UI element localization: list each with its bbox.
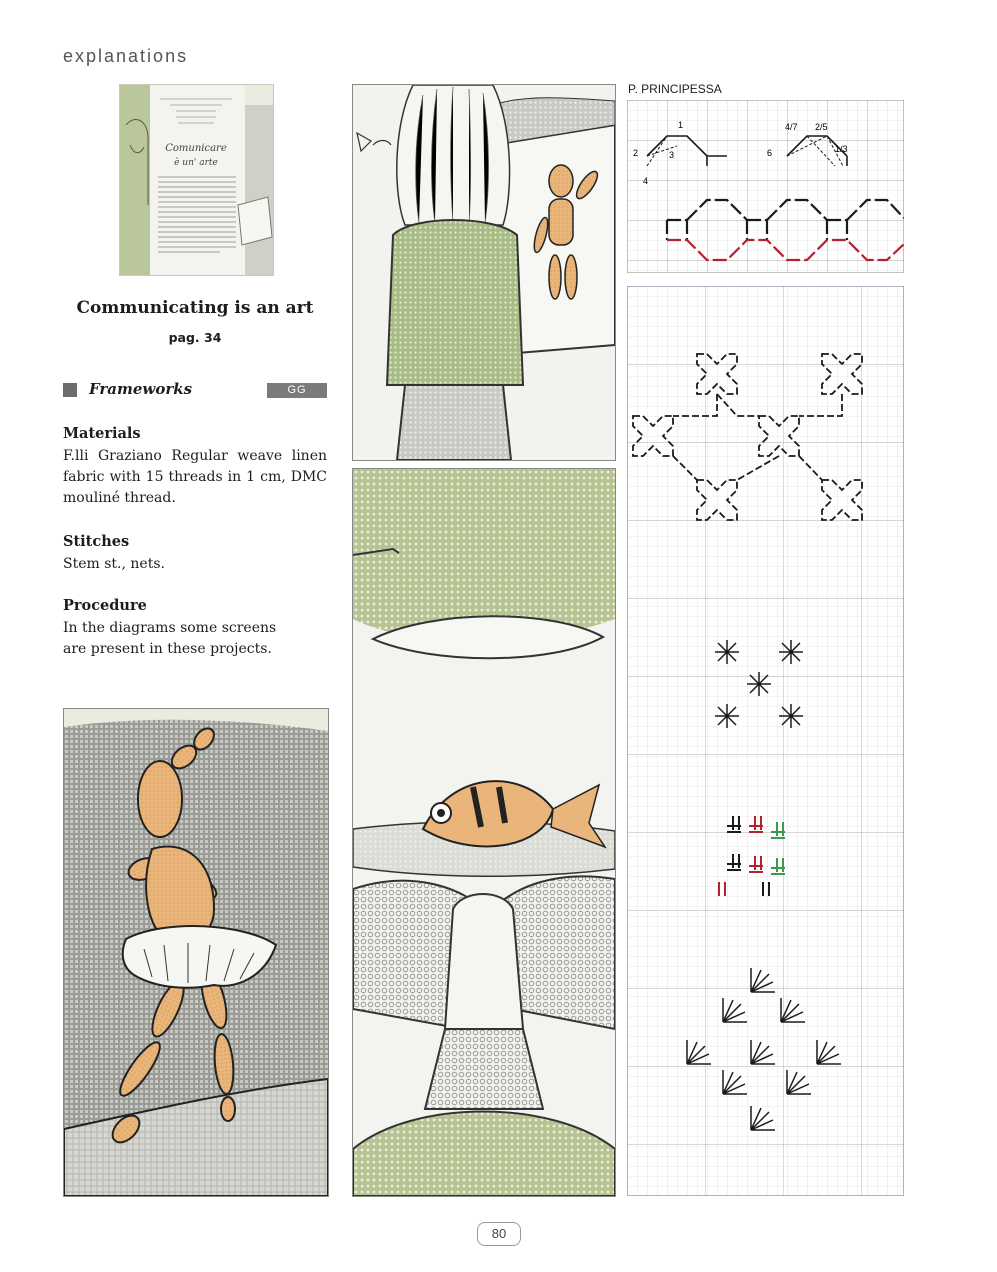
diagram-step-label: 6 [767, 148, 773, 158]
project-cover-thumbnail [119, 84, 274, 276]
diagram-principessa [627, 100, 904, 273]
materials-text: F.lli Graziano Regular weave linen fabric with 15 threads in 1 cm, DMC mouliné thread. [63, 448, 327, 506]
diagram-step-label: 1 [678, 120, 684, 130]
cover-heading: Comunicare [165, 143, 227, 154]
photo-girl-at-window-embroidery [352, 84, 616, 461]
photo-fish-hands-embroidery [352, 468, 616, 1197]
page-reference: pag. 34 [168, 330, 222, 345]
section-label: explanations [63, 46, 189, 66]
project-title: Communicating is an art [76, 298, 314, 318]
diagram-step-label: 1/3 [835, 144, 848, 154]
frameworks-marker [63, 383, 77, 397]
cover-subheading: è un' arte [174, 158, 218, 168]
diagram-stitch-patterns [627, 286, 904, 1196]
procedure-heading: Procedure [63, 597, 147, 614]
materials-heading: Materials [63, 425, 141, 442]
stitches-heading: Stitches [63, 533, 130, 550]
stitches-text: Stem st., nets. [63, 556, 165, 572]
diagram-title: P. PRINCIPESSA [628, 82, 722, 96]
diagram-step-label: 4 [643, 176, 649, 186]
procedure-text-line2: are present in these projects. [63, 641, 272, 657]
procedure-text-line1: In the diagrams some screens [63, 620, 277, 636]
page-number: 80 [477, 1222, 521, 1246]
difficulty-badge: GG [267, 383, 327, 398]
diagram-step-label: 4/7 [785, 122, 798, 132]
diagram-step-label: 2/5 [815, 122, 828, 132]
photo-ballerina-embroidery [63, 708, 329, 1197]
frameworks-label: Frameworks [89, 380, 193, 398]
diagram-step-label: 3 [669, 150, 675, 160]
diagram-step-label: 2 [633, 148, 639, 158]
